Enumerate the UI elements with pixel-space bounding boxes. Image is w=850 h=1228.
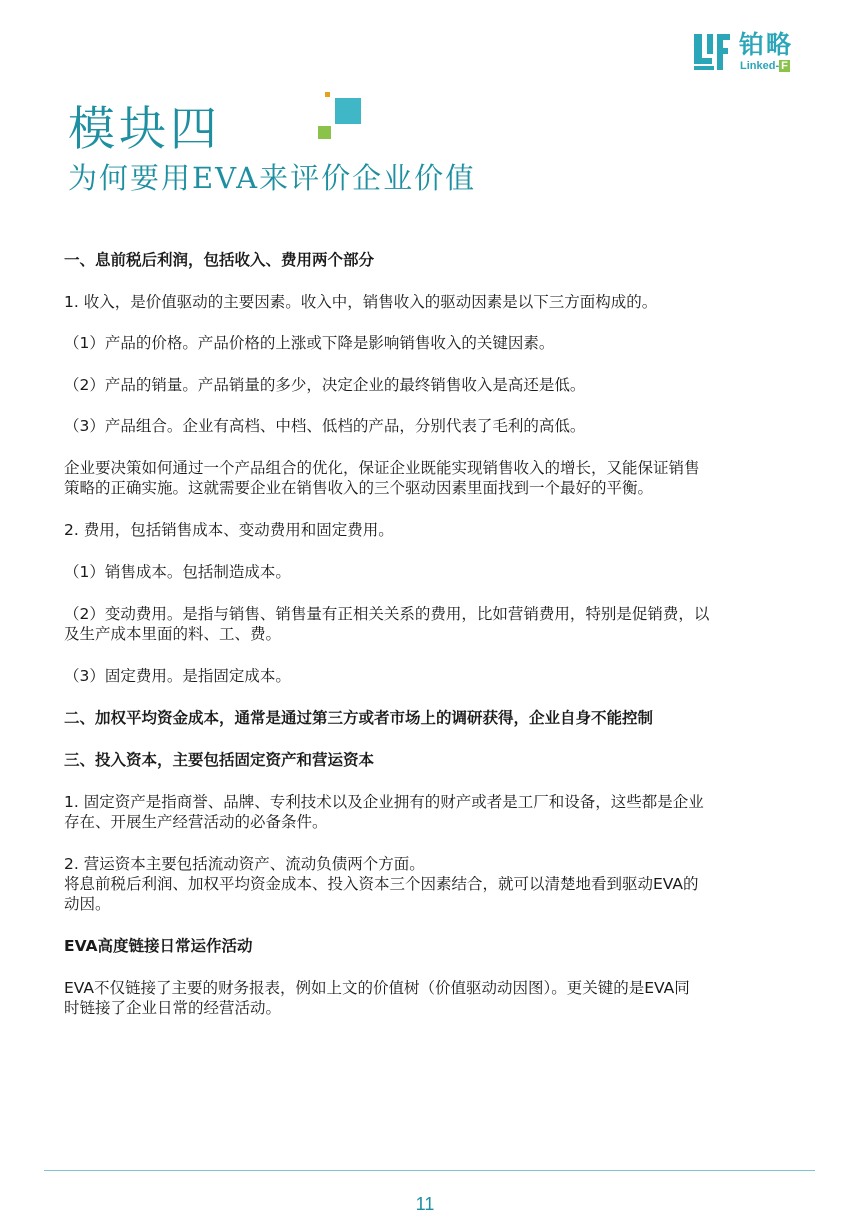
module-title: 模块四	[68, 102, 221, 157]
brand-sub-prefix: Linked-	[740, 60, 780, 72]
paragraph: 1. 固定资产是指商誉、品牌、专利技术以及企业拥有的财产或者是工厂和设备，这些都是企业 存在、开展生产经营活动的必备条件。	[64, 793, 704, 831]
brand-mark-icon	[692, 32, 732, 72]
brand-sub-suffix: F	[781, 60, 788, 72]
paragraph: （1）销售成本。包括制造成本。	[64, 563, 291, 581]
brand-logo	[692, 30, 810, 74]
paragraph: 2. 费用，包括销售成本、变动费用和固定费用。	[64, 521, 394, 539]
brand-sub	[740, 60, 790, 72]
paragraph: 2. 营运资本主要包括流动资产、流动负债两个方面。 将息前税后利润、加权平均资金成本、投入资本三个因素结合，就可以清楚地看到驱动EVA的 动因。	[64, 855, 699, 913]
section-heading: 三、投入资本，主要包括固定资产和营运资本	[64, 751, 375, 769]
paragraph: EVA不仅链接了主要的财务报表，例如上文的价值树（价值驱动动因图）。更关键的是EVA同 时链接了企业日常的经营活动。	[64, 979, 690, 1017]
paragraph: （1）产品的价格。产品价格的上涨或下降是影响销售收入的关键因素。	[64, 334, 555, 352]
paragraph: （3）产品组合。企业有高档、中档、低档的产品，分别代表了毛利的高低。	[64, 417, 586, 435]
paragraph: （2）产品的销量。产品销量的多少，决定企业的最终销售收入是高还是低。	[64, 376, 586, 394]
footer-divider	[44, 1170, 815, 1171]
decorative-squares	[316, 88, 366, 144]
brand-name: 铂略	[739, 30, 794, 59]
paragraph: （2）变动费用。是指与销售、销售量有正相关关系的费用，比如营销费用，特别是促销费，以 及生产成本里面的料、工、费。	[64, 605, 710, 643]
module-subtitle: 为何要用EVA来评价企业价值	[68, 161, 477, 195]
page-number: 11	[415, 1194, 435, 1214]
paragraph: 1. 收入，是价值驱动的主要因素。收入中，销售收入的驱动因素是以下三方面构成的。	[64, 293, 658, 311]
section-heading: EVA高度链接日常运作活动	[64, 937, 253, 955]
section-heading: 一、息前税后利润，包括收入、费用两个部分	[64, 251, 375, 269]
paragraph: （3）固定费用。是指固定成本。	[64, 667, 291, 685]
section-heading: 二、加权平均资金成本，通常是通过第三方或者市场上的调研获得，企业自身不能控制	[64, 709, 654, 727]
paragraph: 企业要决策如何通过一个产品组合的优化，保证企业既能实现销售收入的增长，又能保证销售 策略的正确实施。这就需要企业在销售收入的三个驱动因素里面找到一个最好的平衡。	[64, 459, 700, 497]
